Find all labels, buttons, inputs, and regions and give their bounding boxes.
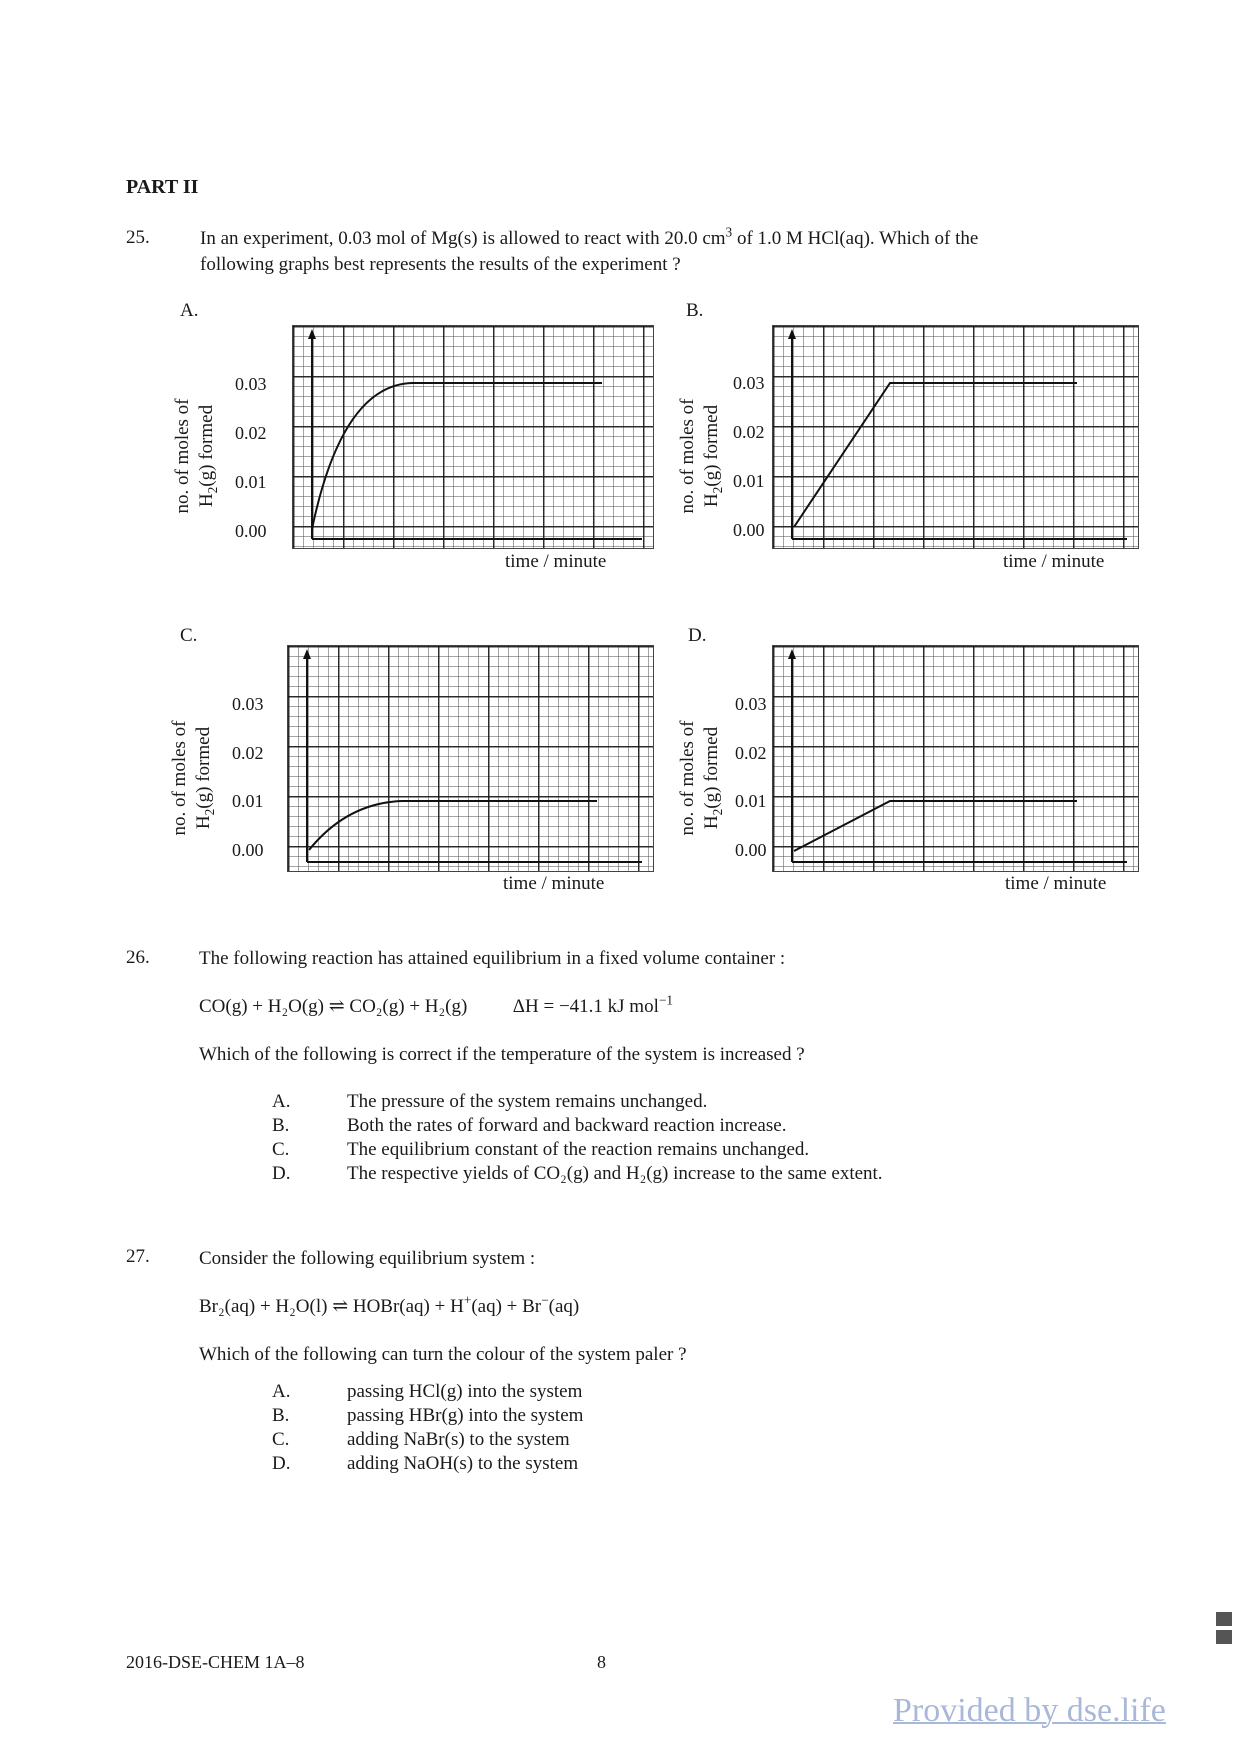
graph-c-tick: 0.01 bbox=[232, 791, 264, 811]
graph-d-tick: 0.00 bbox=[735, 840, 767, 860]
q27-option-b: B. passing HBr(g) into the system bbox=[272, 1405, 584, 1426]
graph-d-tick: 0.01 bbox=[735, 791, 767, 811]
graph-d-series-line bbox=[794, 801, 1077, 851]
graph-a-ylabel: no. of moles of $H_2(g)$ formed bbox=[172, 398, 220, 514]
q27-equation: Br₂(aq) + H₂O(l) ⇌ HOBr(aq) + H+(aq) + Br−(aq) bbox=[199, 1292, 580, 1317]
graph-b-letter: B. bbox=[686, 300, 704, 321]
part-title: PART II bbox=[126, 176, 199, 198]
graph-b-tick: 0.02 bbox=[733, 422, 765, 442]
q26-option-d: D. The respective yields of CO₂(g) and H₂(g) increase to the same extent. bbox=[272, 1163, 883, 1184]
graph-c-tick: 0.03 bbox=[232, 694, 264, 714]
graph-c-plot bbox=[287, 645, 652, 870]
graph-a-tick: 0.00 bbox=[235, 521, 267, 541]
graph-d-xlabel: time / minute bbox=[1005, 873, 1107, 894]
page-number: 8 bbox=[597, 1652, 606, 1672]
graph-b-plot bbox=[772, 325, 1137, 547]
q27-question: Which of the following can turn the colour of the system paler ? bbox=[199, 1344, 687, 1365]
q27-option-d: D. adding NaOH(s) to the system bbox=[272, 1453, 579, 1474]
graph-b-tick: 0.01 bbox=[733, 471, 765, 491]
graph-c-tick: 0.02 bbox=[232, 743, 264, 763]
graph-a-letter: A. bbox=[180, 300, 199, 321]
graph-b-tick: 0.00 bbox=[733, 520, 765, 540]
graph-a-tick: 0.02 bbox=[235, 423, 267, 443]
graph-c-xlabel: time / minute bbox=[503, 873, 605, 894]
watermark-link[interactable]: Provided by dse.life bbox=[893, 1692, 1166, 1729]
graph-d-ylabel: no. of moles of $H_2(g)$ formed bbox=[677, 720, 725, 836]
q27-options bbox=[272, 1380, 583, 1476]
graph-b-tick: 0.03 bbox=[733, 373, 765, 393]
q27-option-c: C. adding NaBr(s) to the system bbox=[272, 1429, 570, 1450]
graph-a-series-line bbox=[312, 383, 602, 529]
graph-c-series-line bbox=[309, 801, 597, 850]
q26-options bbox=[272, 1090, 883, 1186]
q26-option-c: C. The equilibrium constant of the reaction remains unchanged. bbox=[272, 1139, 810, 1160]
q26-number: 26. bbox=[126, 947, 150, 968]
graph-d-plot bbox=[772, 645, 1137, 870]
graph-d-letter: D. bbox=[688, 625, 707, 646]
q25-number: 25. bbox=[126, 227, 150, 248]
footer-exam-code: 2016-DSE-CHEM 1A–8 bbox=[126, 1652, 305, 1672]
graph-d-tick: 0.03 bbox=[735, 694, 767, 714]
graph-a-tick: 0.01 bbox=[235, 472, 267, 492]
q26-option-a: A. The pressure of the system remains unchanged. bbox=[272, 1091, 708, 1112]
graph-a-plot bbox=[292, 325, 652, 547]
graph-c-letter: C. bbox=[180, 625, 198, 646]
graph-a-tick: 0.03 bbox=[235, 374, 267, 394]
graph-b-ylabel: no. of moles of $H_2(g)$ formed bbox=[677, 398, 725, 514]
q26-question: Which of the following is correct if the temperature of the system is increased ? bbox=[199, 1044, 805, 1065]
q26-text: The following reaction has attained equilibrium in a fixed volume container : bbox=[199, 948, 786, 969]
q25-text: In an experiment, 0.03 mol of Mg(s) is allowed to react with 20.0 $cm^3$ of 1.0 M HCl(aq). Which of the following graphs best represents the results of the experiment ? bbox=[200, 224, 979, 275]
q27-option-a: A. passing HCl(g) into the system bbox=[272, 1381, 583, 1402]
q27-text: Consider the following equilibrium system : bbox=[199, 1248, 536, 1269]
graph-c-tick: 0.00 bbox=[232, 840, 264, 860]
q26-option-b: B. Both the rates of forward and backward reaction increase. bbox=[272, 1115, 787, 1136]
graph-b-xlabel: time / minute bbox=[1003, 551, 1105, 572]
scan-marks bbox=[1216, 1612, 1232, 1648]
graph-a-xlabel: time / minute bbox=[505, 551, 607, 572]
graph-d-tick: 0.02 bbox=[735, 743, 767, 763]
graph-c-ylabel: no. of moles of $H_2(g)$ formed bbox=[169, 720, 217, 836]
q27-number: 27. bbox=[126, 1246, 150, 1267]
graph-b-series-line bbox=[794, 383, 1077, 527]
q26-equation: CO(g) + H₂O(g) ⇌ CO₂(g) + H₂(g) ΔH = −41.1 kJ mol$^{-1}$ bbox=[199, 992, 674, 1017]
